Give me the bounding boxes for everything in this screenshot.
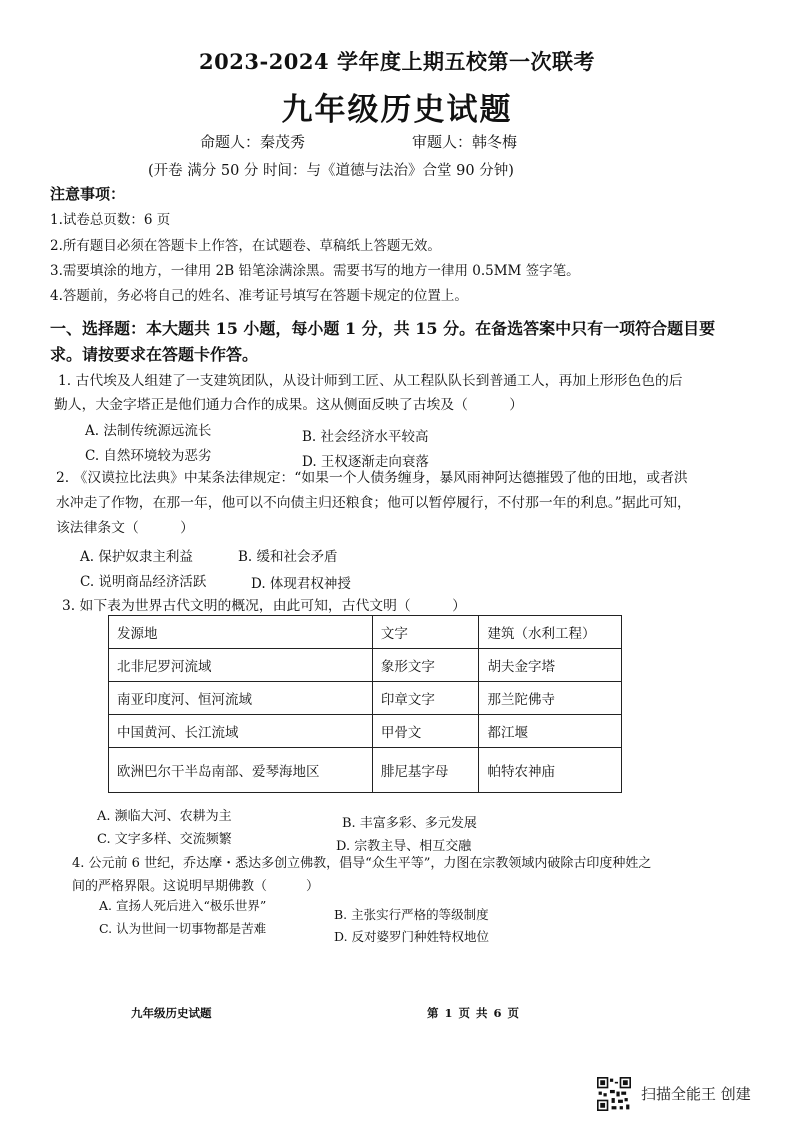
question-setter: 命题人：秦茂秀 xyxy=(200,133,306,151)
question-2-stem: 2. 《汉谟拉比法典》中某条法律规定：“如果一个人债务缠身，暴风雨神阿达德摧毁了他的田地，或者洪水冲走了作物，在那一年，他可以不向债主归还粮食；他可以暂停履行，不付那一年的利息。”据此可知，该法律条文（ ） xyxy=(56,470,691,536)
table-cell: 北非尼罗河流域 xyxy=(109,649,373,682)
table-cell: 胡夫金字塔 xyxy=(479,649,622,682)
civilization-table xyxy=(108,615,622,793)
table-header-cell: 文字 xyxy=(372,616,479,649)
scanner-watermark-label: 扫描全能王 创建 xyxy=(641,1085,751,1103)
table-cell: 中国黄河、长江流域 xyxy=(109,715,373,748)
question-4-option-a: A. 宣扬人死后进入“极乐世界” xyxy=(99,898,267,913)
question-3-option-a: A. 濒临大河、农耕为主 xyxy=(97,809,232,824)
page-number: 第 1 页 共 6 页 xyxy=(427,1006,521,1020)
section-heading: 一、选择题：本大题共 15 小题，每小题 1 分，共 15 分。在备选答案中只有一项符合题目要求。请按要求在答题卡作答。 xyxy=(50,319,716,364)
question-3-option-d: D. 宗教主导、相互交融 xyxy=(336,839,472,854)
table-header-cell: 建筑（水利工程） xyxy=(479,616,622,649)
exam-title: 2023-2024 学年度上期五校第一次联考 xyxy=(199,49,595,74)
table-header-row xyxy=(109,616,622,649)
question-4-option-d: D. 反对婆罗门种姓特权地位 xyxy=(334,929,490,944)
table-row xyxy=(109,715,622,748)
table-row xyxy=(109,649,622,682)
table-cell: 帕特农神庙 xyxy=(479,748,622,793)
question-2-option-d: D. 体现君权神授 xyxy=(251,576,351,592)
question-reviewer: 审题人：韩冬梅 xyxy=(412,133,518,151)
question-1-option-a: A. 法制传统源远流长 xyxy=(85,423,212,439)
notice-item: 4.答题前，务必将自己的姓名、准考证号填写在答题卡规定的位置上。 xyxy=(50,288,468,304)
table-cell: 印章文字 xyxy=(372,682,479,715)
question-2-option-b: B. 缓和社会矛盾 xyxy=(238,549,338,565)
table-cell: 象形文字 xyxy=(372,649,479,682)
question-3-option-b: B. 丰富多彩、多元发展 xyxy=(342,816,477,831)
question-4-option-c: C. 认为世间一切事物都是苦难 xyxy=(99,921,267,936)
question-1-stem: 1. 古代埃及人组建了一支建筑团队，从设计师到工匠、从工程队队长到普通工人，再加上形形色色的后勤人，大金字塔正是他们通力合作的成果。这从侧面反映了古埃及（ ） xyxy=(54,373,683,413)
notice-item: 1.试卷总页数：6 页 xyxy=(50,212,171,228)
question-4-option-b: B. 主张实行严格的等级制度 xyxy=(334,907,489,922)
table-row xyxy=(109,682,622,715)
footer-subject: 九年级历史试题 xyxy=(131,1006,212,1020)
exam-subject-title: 九年级历史试题 xyxy=(281,92,513,128)
question-3-stem: 3. 如下表为世界古代文明的概况，由此可知，古代文明（ ） xyxy=(62,598,466,614)
table-cell: 腓尼基字母 xyxy=(372,748,479,793)
question-1-option-b: B. 社会经济水平较高 xyxy=(302,429,429,445)
question-1-option-c: C. 自然环境较为恶劣 xyxy=(85,448,212,464)
qr-code-icon xyxy=(597,1077,631,1111)
question-2-option-c: C. 说明商品经济活跃 xyxy=(80,574,207,590)
question-2-option-a: A. 保护奴隶主利益 xyxy=(80,549,193,565)
notice-item: 3.需要填涂的地方，一律用 2B 铅笔涂满涂黑。需要书写的地方一律用 0.5MM 签字笔。 xyxy=(50,263,580,279)
question-3-option-c: C. 文字多样、交流频繁 xyxy=(97,832,232,847)
table-row xyxy=(109,748,622,793)
table-header-cell: 发源地 xyxy=(109,616,373,649)
table-cell: 甲骨文 xyxy=(372,715,479,748)
table-cell: 南亚印度河、恒河流域 xyxy=(109,682,373,715)
question-1-option-d: D. 王权逐渐走向衰落 xyxy=(302,454,429,470)
notice-item: 2.所有题目必须在答题卡上作答，在试题卷、草稿纸上答题无效。 xyxy=(50,238,441,254)
notice-heading: 注意事项： xyxy=(50,185,126,203)
question-4-stem: 4. 公元前 6 世纪，乔达摩・悉达多创立佛教，倡导“众生平等”，力图在宗教领域内破除古印度种姓之间的严格界限。这说明早期佛教（ ） xyxy=(72,856,652,894)
table-cell: 欧洲巴尔干半岛南部、爱琴海地区 xyxy=(109,748,373,793)
exam-info: (开卷 满分 50 分 时间：与《道德与法治》合堂 90 分钟) xyxy=(148,163,514,179)
table-cell: 都江堰 xyxy=(479,715,622,748)
table-cell: 那兰陀佛寺 xyxy=(479,682,622,715)
